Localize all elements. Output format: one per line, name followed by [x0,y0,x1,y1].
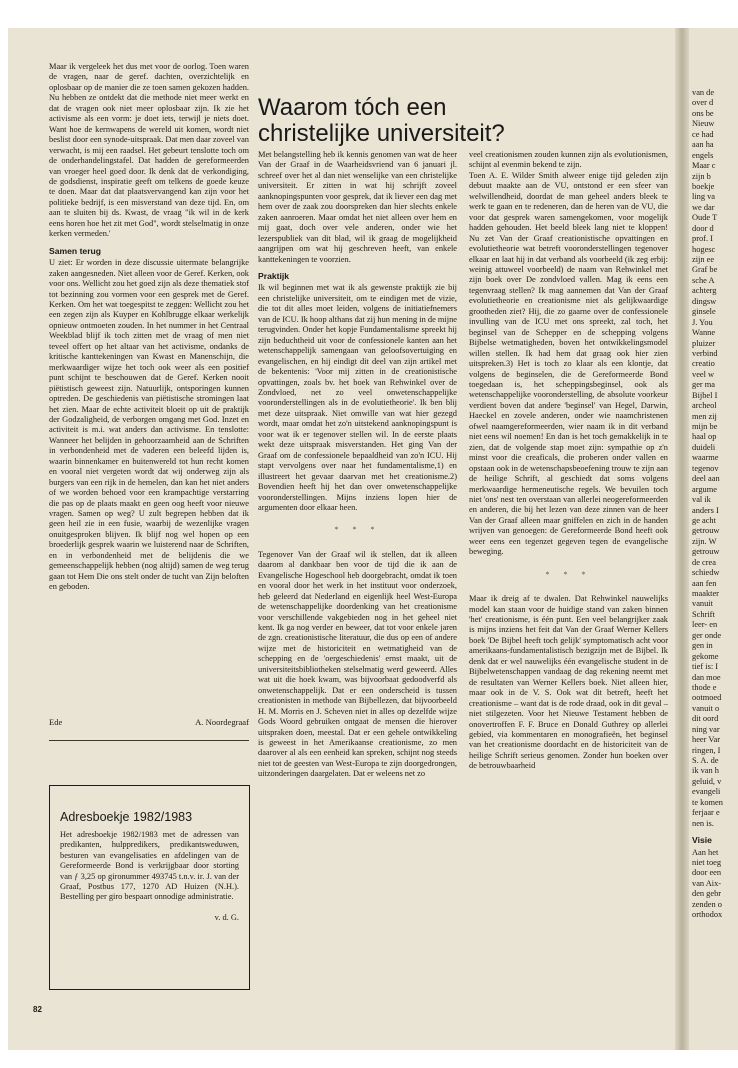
notice-title: Adresboekje 1982/1983 [60,810,193,824]
next-page-line: geluid, v [692,776,722,786]
next-page-line: tief is: I [692,662,719,672]
next-page-line: veel w [692,369,715,379]
next-page-line: zenden o [692,899,722,909]
article-paragraph: Toen A. E. Wilder Smith alweer enige tijd geleden zijn debuut maakte aan de VU, ontstond er een sfeer van welwillendheid, doordat de man geheel anders bleek te werk te gaan en te redeneren, dan de heren van de VU, die voor dat gesprek waren samengekomen, voor mogelijk hadden gehouden. Het beeld bleek lang niet te kloppen! Nu zet Van der Graaf creationistische opvattingen en evolutietheorie wat betreft vooronderstellingen tegenover elkaar en laat hij in dat verband als voorbeeld (ik zeg erbij: weinig attuweel voorbeeld) de naam van Rehwinkel met zijn boek over De zondvloed vallen. Mag ik eens een tegenvraag stellen? Ik mag aannemen dat Van der Graaf evolutietheorie en creationisme niet als gelijkwaardige grootheden ziet? Hij, die zo gaarne over de confessionele invulling van de ICU met ons spreekt, zal toch, het beginsel van de Schepper en de schepping volgens Bijbelse wetmatigheden, boven het ontwikkelingsmodel willen stellen. Ik had hem dat graag ook hier zien uitspreken.3) Het is toch zo klaar als een klontje, dat volgens de beginselen, die de Gereformeerde Bond toegedaan is, het scheppingsbeginsel, ook als wetenschappelijke vooronderstelling, de absolute voorkeur verdient boven dat andere 'beginsel' van Hegel, Darwin, Haeckel en zovele anderen, onder wie naamchristenen ofwel naamgereformeerden, wier naam ik in dit verband niet eens wil noemen! En dan is het toch gemakkelijk in te zien, dat de volgende stap moet zijn: sympathie op z'n minst voor die creaficals, die proberen onder vallen en opstaan ook in de wetenschapsbeoefening trouw te zijn aan de heilige Schrift, al geschiedt dat soms volgens merkwaardige hermeneutische regels. We bevuilen toch niet 'ons' nest ten overstaan van allerlei neogereformeerden en anderen, die bij het lezen van deze zinnen van de heer Van der Graaf alleen maar gniffelen en zich in de handen wrijven van genoegen: de Gereformeerde Bond heeft ook weer eens een tegenzet gegeven tegen de evangelische beweging. [469,170,668,557]
next-page-line: engels [692,150,714,160]
notice-body: Het adresboekje 1982/1983 met de adressen van predikanten, hulppredikers, predikantsweduwen, besturen van evangelisaties en afdelingen van de Gereformeerde Bond is verkrijgbaar door storting van ƒ 3,25 op gironummer 493745 t.n.v. ir. J. van der Graaf, Postbus 177, 1270 AD Huizen (N.H.). Bestelling per giro bespaart onnodige administratie. [60,830,239,902]
next-page-line: ce had [692,129,714,139]
next-page-line: ger ma [692,380,716,390]
next-page-line: vanuit [692,599,713,609]
next-page-line: aan ha [692,140,714,150]
next-page-line: heer Var [692,735,720,745]
next-page-line: sche A [692,275,715,285]
next-page-line: achterg [692,286,717,296]
next-page-line: te komen [692,797,723,807]
next-page-line: S. A. de [692,756,719,765]
next-page-line: niet toeg [692,857,722,867]
next-page-line: orthodox [692,910,723,920]
next-page-line: zijn ee [692,255,715,264]
next-page-line: ons be [692,108,714,118]
next-page-line: anders I [692,505,719,515]
next-page-line: we dar [692,202,715,212]
signature-author: A. Noordegraaf [195,717,249,727]
samen-terug-paragraph: U ziet: Er worden in deze discussie uitermate belangrijke zaken aangesneden. Niet alleen voor de Geref. Kerken, ook voor ons. Wellicht zou het goed zijn als deze thematiek stof tot bezinning zou vormen voor een gesprek met de Geref. Kerken. Om het wat toegespitst te zeggen: Wellicht zou het een zegen zijn als Kuyper en Kohlbrugge elkaar werkelijk opnieuw ontmoeten zouden. In het nummer in het Centraal Weekblad blijf ik toch zitten met de vraag of men niet teveel offert op het altaar van het activisme, ondanks de kritische kanttekeningen van Kwast en Manenschijn, die merkwaardiger wijze het toch ook weer als een positief punt schijnt te beschouwen dat de Geref. Kerken nooit piëtistisch geweest zijn. Natuurlijk, ontsporingen kunnen optreden. De geschiedenis van piëtistische stromingen laat het zien. Maar de echte activiteit bloeit op uit de praktijk der Godzaligheid, de verborgen omgang met God. Inzet en activiteit is m.i. wat anders dan activisme. En tenslotte: Wanneer het belijden in gehoorzaamheid aan de Schriften in verbondenheid met de vaderen een beleefd lijden is, waarin binnenkamer en buitenwereld tot hun recht komen en vooral niet vergeten wordt dat wij onderweg zijn als burgers van een rijk in de hemelen, dan kan het niet anders of we worden behoed voor een krampachtige verstarring die pas op de plaats maakt en geen oog heeft voor nieuwe vragen. Samen op weg? U zult begrepen hebben dat ik geen heil zie in een fusie, waarbij de wezenlijke vragen onuitgesproken blijven. Ik blijf nog wel hopen op een broederlijk gesprek waarin we luisterend naar de Schriften, en in verbondenheid met de belijdenis die we gemeenschappelijk hebben (nog altijd) samen de weg terug gaan tot Hem Die ons stelt onder de tucht van Zijn beloften en geboden. [49,258,249,592]
next-page-line: boekje [692,181,715,191]
next-page-line: Oude T [692,213,718,223]
next-page-line: van de [692,88,715,97]
next-page-line: prof. I [692,234,713,244]
next-page-line: evangeli [692,787,721,797]
next-page-line: Schrift [692,609,715,619]
next-page-line: zijn b [692,171,711,181]
next-page-line: deel aan [692,474,720,484]
next-page-line: thode e [692,682,717,692]
magazine-page-right [689,28,738,1050]
next-page-line: gekome [692,651,719,661]
next-page-line: van Aix- [692,878,722,888]
next-page-line: de crea [692,557,716,567]
next-page-line: mijn be [692,422,718,431]
next-page-line: door d [692,223,714,233]
section-separator: * * * [545,569,592,579]
article-paragraph: Met belangstelling heb ik kennis genomen van wat de heer Van der Graaf in de Waarheidsvriend van 6 januari jl. schreef over het al dan niet wenselijke van een christelijke universiteit. Er zitten in wat hij schrijft zoveel aanknopingspunten voor gesprek, dat ik liever een dag met hem over de zaak zou doorspreken dan hier slechts enkele zaken aanroeren. Maar omdat het niet alleen over hem en mij gaat, doch over vele anderen, onder wie het lezerspubliek van dit blad, wil ik graag de mogelijkheid aangrijpen om wat hij geschreven heeft, van enkele kanttekeningen te voorzien. [258,150,457,264]
next-page-line: maakter [692,589,719,598]
next-page-line: vanuit o [692,703,720,713]
article-title: Waarom tóch een christelijke universiteit? [258,94,505,147]
next-page-line: verbind [692,348,718,358]
next-page-line: dan moe [692,672,721,682]
next-page-line: leer- en [692,620,718,630]
next-page-line: ik van h [692,766,719,776]
article-paragraph: veel creationismen zouden kunnen zijn als evolutionismen, schijnt al evenmin bekend te zijn. [469,150,668,170]
address-book-notice [49,785,250,990]
next-page-line: getrouw [692,547,720,557]
article-paragraph: Maar ik dreig af te dwalen. Dat Rehwinkel nauwelijks model kan staan voor de huidige stand van zaken binnen 'het' creationisme, is één punt. Een veel belangrijker zaak is mijns inziens het feit dat Van der Graaf Werner Kellers boek 'De Bijbel heeft toch gelijk' symptomatisch acht voor amerikaans-fundamentalistisch bezigzijn met de Bijbel. Ik denk dat er wel nauwelijks één evangelische student in de Bijbelwetenschappen vandaag de dag rekening neemt met de resultaten van Werner Kellers boek. Niet alleen hier, maar ook in de V. S. Ook wat dit betreft, heeft het creationisme – want dat is de rode draad, ook in dit geval – niet stilgezeten. Voor het Nieuwe Testament hebben de onovertroffen F. F. Bruce en Donald Guthrey op allerlei gebied, via kommentaren en monografieën, het beginsel van het creationisme doordacht en de historiciteit van de heilige Schrift serieus genomen. Zonder hun boeken over de betrouwbaarheid [469,594,668,771]
next-page-line: ginsele [692,307,716,317]
next-page-line: ge acht [692,515,716,525]
divider [49,740,249,741]
next-page-line: hogesc [692,244,716,254]
intro-column [49,62,249,710]
article-column-two [258,150,457,1010]
next-page-line: creatio [692,359,715,369]
article-paragraph: Ik wil beginnen met wat ik als gewenste praktijk zie bij een christelijke universiteit, om te eindigen met de vizie, die tot dit alles moet leiden, volgens de initiatiefnemers van de ICU. Ik hoop althans dat zij hun mening in de mijne terugvinden. Onder het kopje Fundamentalisme spreekt hij zijn beduchtheid uit voor de confessionele kanten aan het wetenschappelijk samengaan van geloofsovertuiging en evangelischen, en hij eindigt dit deel van zijn artikel met de bekentenis: 'Voor mij zitten in de creationistische opvattingen, zoals bv. het boek van Rehwinkel over de Zondvloed, net zo veel onwetenschappelijke vooronderstellingen als in de evolutietheorie'. Ik ben blij met deze uitspraak. Niet omwille van wat hier gezegd wordt, maar omdat het zo'n uitstekend aanknopingspunt is voor wat ik er tegenover stellen wil. In de eerste plaats wekt deze uitspraak misverstanden. Het ging Van der Graaf om de confessionele bepaaldheid van zo'n ICU. Hij stapt vervolgens over naar het fundamentalisme,1) en illustreert het gevaar daarvan met het creationisme.2) Bovendien heeft hij het dan over onwetenschappelijke vooronderstellingen. Mijns inziens lopen hier de argumenten door elkaar heen. [258,283,457,512]
page-gutter [675,28,689,1050]
next-page-line: val ik [692,495,711,505]
article-column-three [469,150,668,1010]
next-page-line: J. You [692,317,713,327]
next-page-line: aan fen [692,578,717,588]
next-page-line: Bijbel I [692,390,718,400]
next-page-line: duideli [692,442,716,452]
next-page-line: Nieuw [692,119,715,129]
next-page-line: dingsw [692,296,717,306]
next-page-heading-visie: Visie [692,835,712,846]
next-page-line: nen is. [692,818,714,828]
section-heading-praktijk: Praktijk [258,270,290,281]
next-page-line: ning var [692,724,720,734]
next-page-line: ferjaar e [692,808,720,818]
next-page-line: Aan het [692,847,719,857]
next-page-line: argume [692,484,717,494]
signature-place: Ede [49,717,63,727]
signature-line [49,717,249,727]
article-paragraph: Tegenover Van der Graaf wil ik stellen, dat ik alleen daarom al dankbaar ben voor de tijd die ik aan de Evangelische Hogeschool heb doorgebracht, omdat ik toen en vooral door het werk in het instituut voor onderzoek, heb geleerd dat Nederland en eigenlijk heel West-Europa de wetenschappelijke doordenking van het creationisme voor verschillende vakgebieden nog in het geheel niet kent. Ik ga nog verder en beweer, dat tot voor enkele jaren de zgn. creationistische literatuur, die dus op een of andere wijze met de historiciteit en wetmatigheid van de schepping en de 'oergeschiedenis' ernst maakt, uit de universiteitsbibliotheken stelselmatig werd geweerd. Alles wat uit die hoek kwam, was bijvoorbaat gedoodverfd als onwetenschappelijk. Dat er een onderscheid is tussen creationisten in methode van Bijbellezen, dat bijvoorbeeld H. M. Morris en J. Scheven niet in alles op dezelfde wijze Gods Woord gebruiken ontgaat de mensen die hierover uitspraken doen, meestal. Dat er een gehele ontwikkeling is geweest in het Amerikaanse creationisme, zo men daarover al als een eenheid kan spreken, schijnt nog steeds niet tot de geesten van West-Europa te zijn doorgedrongen, uitzonderingen daargelaten. Dat er weleens net zo [258,549,457,779]
section-separator: * * * [334,525,381,535]
section-heading-samen-terug: Samen terug [49,245,102,256]
next-page-line: getrouw [692,526,720,536]
next-page-line: ling va [692,192,716,202]
next-page-line: dit oord [692,714,719,724]
next-page-line: ger onde [692,630,722,640]
next-page-line: over d [692,98,714,108]
next-page-line: zijn. W [692,536,717,546]
next-page-line: den gebr [692,889,722,899]
next-page-line: archeol [692,401,717,411]
next-page-line: ringen, I [692,745,721,755]
next-page-line: haal op [692,432,717,442]
notice-signature: v. d. G. [214,912,239,922]
next-page-line: door een [692,868,722,878]
next-page-line: Graf be [692,265,718,275]
next-page-line: waarme [692,453,719,463]
next-page-line: schiedw [692,568,720,578]
next-page-line: Wanne [692,328,716,338]
page-number: 82 [33,1005,42,1014]
next-page-line: pluizer [692,338,716,348]
next-page-line: ootmoed [692,693,722,703]
next-page-line: gen in [692,641,713,651]
next-page-column [692,88,738,921]
next-page-line: men zij [692,411,717,421]
next-page-line: Maar c [692,161,716,171]
next-page-line: tegenov [692,463,719,473]
intro-paragraph: Maar ik vergeleek het dus met voor de oorlog. Toen waren de vragen, naar de geref. dachten, overzichtelijk en oplosbaar op de manier die ze toen samen gekozen hadden. Nu hebben ze ontdekt dat die methode niet meer werkt en dat de vragen ook niet meer oplosbaar zijn. Ik zie het activisme als een vorm: je doet iets, terwijl je niets doet. Want hoe de kernwapens de wereld uit komen, wordt niet beslist door een synode-uitspraak. Dat men daar zoveel van verwacht, is mij een raadsel. Het gebeurt tenslotte toch om de onderhandelingstafel. Dat hadden de gereformeerden van vroeger heel goed door. Ik denk dat de verkondiging, de godsdienst, inspiratie geeft om telkens de goede keuze te doen. Maar dat dat plaatsvervangend kan zijn voor het politieke bedrijf, is een misverstand van deze tijd. En, om aan te sluiten bij ds. Kwast, de vraag "ik wil in de kerk eens horen hoe het zit met God", wordt stelselmatig in onze kerken vermeden.' [49,62,249,239]
